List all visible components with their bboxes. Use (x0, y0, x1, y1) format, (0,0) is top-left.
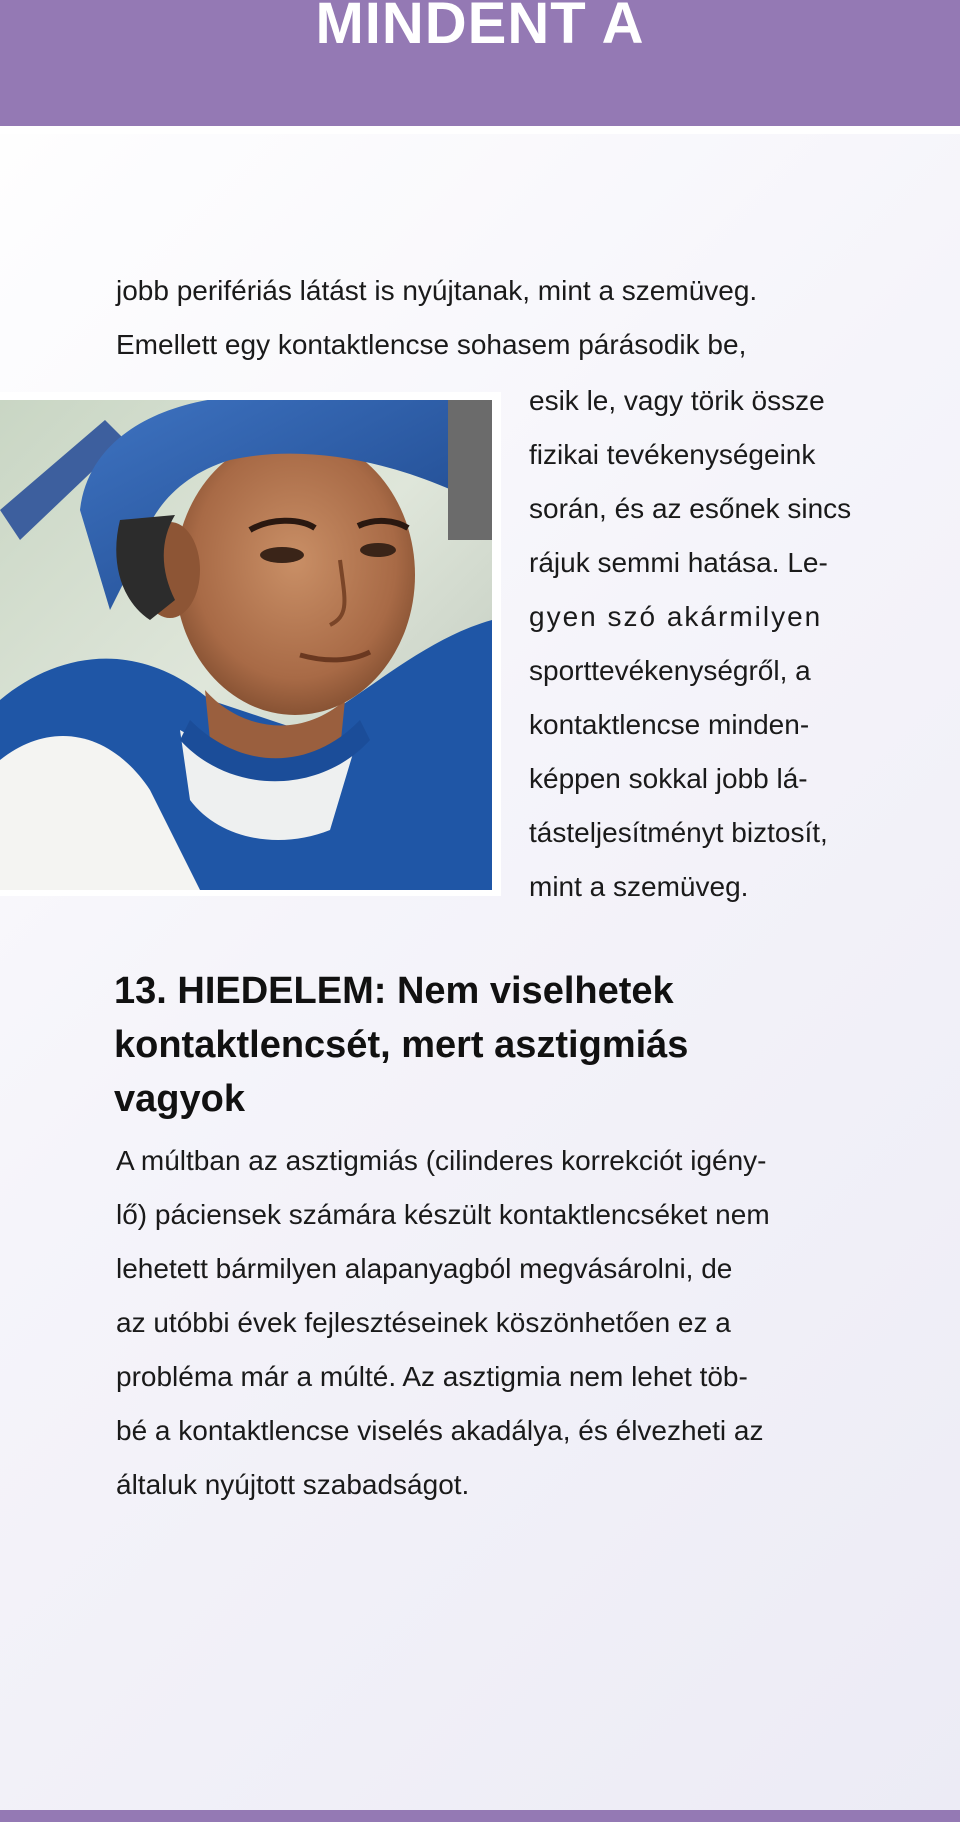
side-text-line: sporttevékenységről, a (529, 655, 811, 686)
section-body (116, 1134, 876, 1512)
section-body-line: bé a kontaktlencse viselés akadálya, és élvezheti az (116, 1415, 764, 1446)
footer-band (0, 1810, 960, 1822)
header-title: MINDENT A (315, 0, 645, 56)
side-text-line: tásteljesítményt biztosít, (529, 817, 828, 848)
intro-line-1: jobb perifériás látást is nyújtanak, mint a szemüveg. (116, 275, 758, 306)
section-heading-line: vagyok (114, 1078, 245, 1120)
header-band (0, 0, 960, 126)
section-body-line: lehetett bármilyen alapanyagból megvásárolni, de (116, 1253, 733, 1284)
side-text-line: mint a szemüveg. (529, 871, 749, 902)
section-heading-line: kontaktlencsét, mert asztigmiás (114, 1024, 689, 1066)
intro-line-2: Emellett egy kontaktlencse sohasem párásodik be, (116, 329, 747, 360)
section-heading (114, 964, 874, 1126)
side-text-line: gyen szó akármilyen (529, 601, 823, 632)
side-text-line: kontaktlencse minden- (529, 709, 810, 740)
section-body-line: probléma már a múlté. Az asztigmia nem lehet töb- (116, 1361, 748, 1392)
section-body-line: az utóbbi évek fejlesztéseinek köszönhetően ez a (116, 1307, 731, 1338)
photo-baseball-player (0, 400, 492, 890)
side-text-column (529, 374, 874, 914)
side-text-line: fizikai tevékenységeink (529, 439, 816, 470)
side-text-line: rájuk semmi hatása. Le- (529, 547, 828, 578)
header-divider (0, 126, 960, 134)
section-heading-line: 13. HIEDELEM: Nem viselhetek (114, 970, 674, 1012)
side-text-line: során, és az esőnek sincs (529, 493, 852, 524)
side-text-line: esik le, vagy törik össze (529, 385, 825, 416)
section-body-line: A múltban az asztigmiás (cilinderes korrekciót igény- (116, 1145, 767, 1176)
section-body-line: lő) páciensek számára készült kontaktlencséket nem (116, 1199, 770, 1230)
section-body-line: általuk nyújtott szabadságot. (116, 1469, 470, 1500)
side-text-line: képpen sokkal jobb lá- (529, 763, 808, 794)
